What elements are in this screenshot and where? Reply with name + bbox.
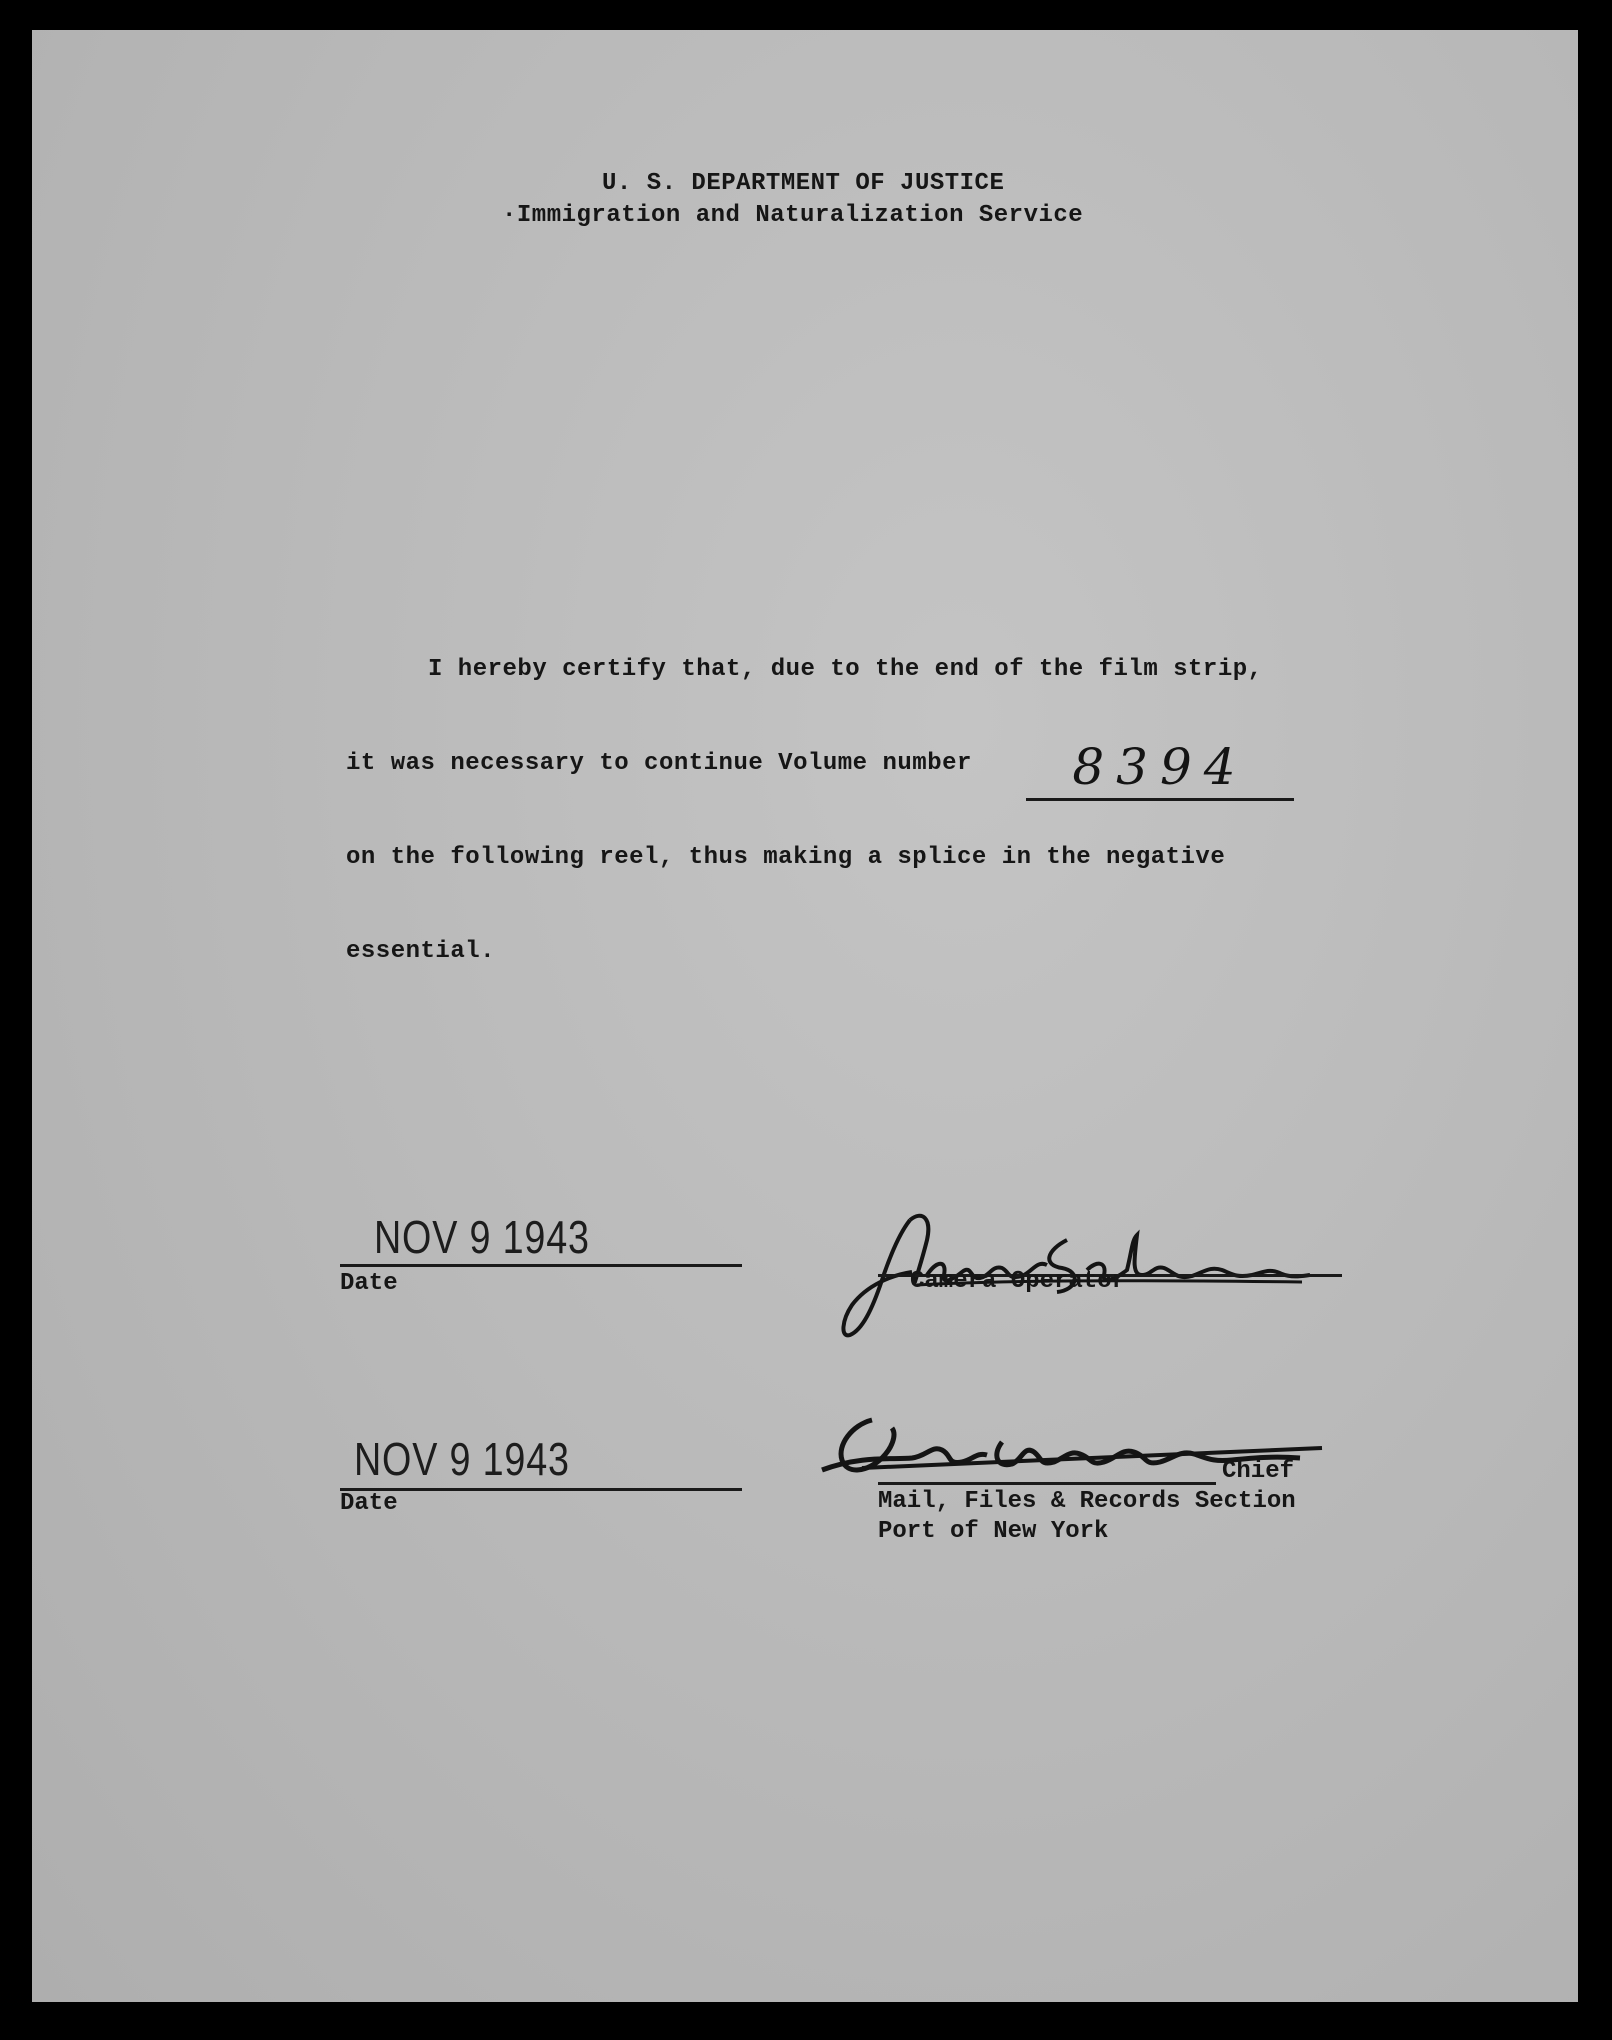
section-label: Mail, Files & Records Section [878, 1488, 1296, 1515]
header-department: U. S. DEPARTMENT OF JUSTICE [602, 170, 1005, 197]
camera-operator-label: Camera Operator [910, 1268, 1127, 1295]
date-stamp-2: NOV 9 1943 [354, 1433, 570, 1485]
document-page [32, 30, 1578, 2002]
volume-number-handwritten: 8394 [1072, 738, 1248, 796]
date-stamp-1: NOV 9 1943 [374, 1211, 590, 1263]
certification-line-1: I hereby certify that, due to the end of the film strip, [428, 656, 1263, 683]
certification-line-2: it was necessary to continue Volume number [346, 750, 972, 777]
date-line-2 [340, 1488, 742, 1491]
date-line-1 [340, 1264, 742, 1267]
certification-line-4: essential. [346, 938, 496, 965]
certification-line-3: on the following reel, thus making a splice in the negative [346, 844, 1226, 871]
volume-number-field [1026, 738, 1294, 801]
header-service: ·Immigration and Naturalization Service [502, 202, 1084, 229]
port-label: Port of New York [878, 1518, 1109, 1545]
signature-line-2 [878, 1482, 1216, 1485]
camera-operator-signature [832, 1180, 1392, 1350]
chief-label: Chief [1222, 1458, 1295, 1485]
date-label-1: Date [340, 1270, 398, 1297]
date-label-2: Date [340, 1490, 398, 1517]
